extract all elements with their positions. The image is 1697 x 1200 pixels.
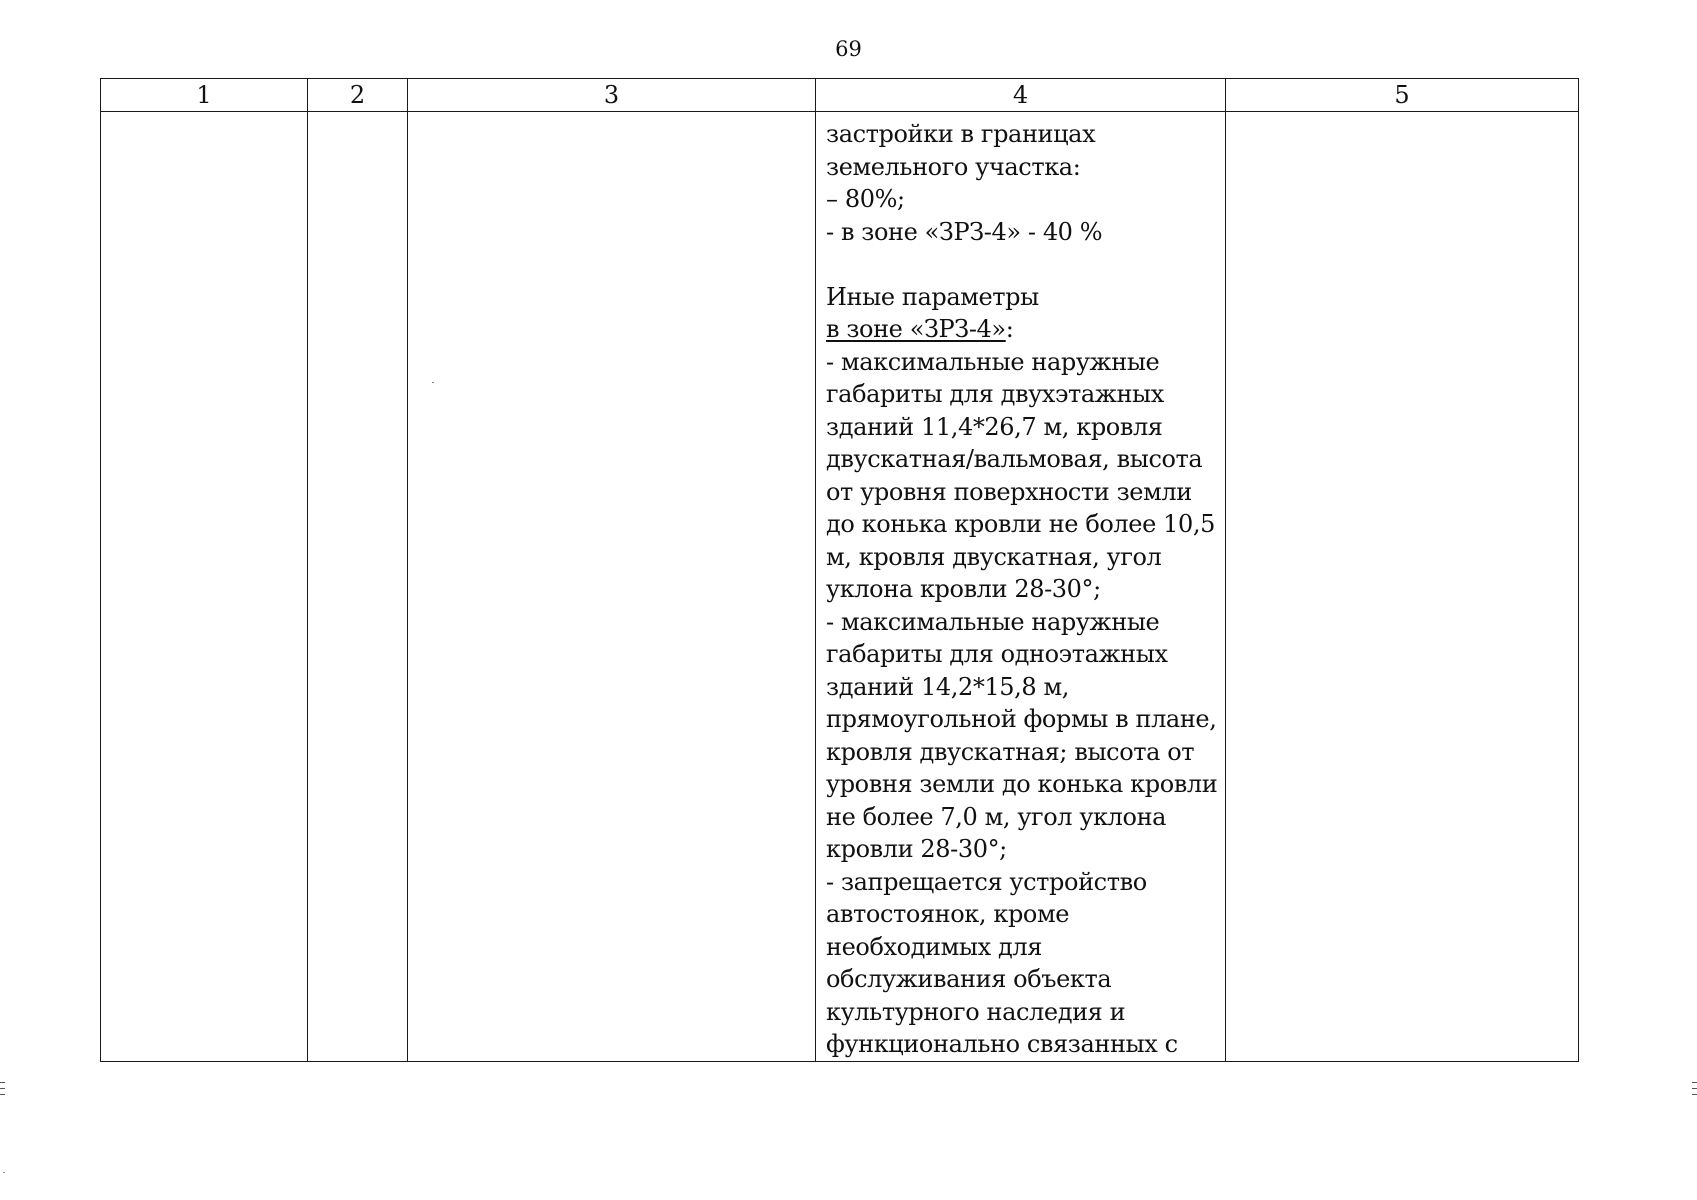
scan-mark-right — [1692, 1094, 1697, 1095]
column-header-3: 3 — [408, 79, 816, 112]
text-line: – 80%; — [826, 185, 905, 213]
parameters-table — [100, 78, 1579, 1062]
underlined-zone-line — [826, 313, 1215, 346]
table-row — [101, 112, 1579, 1062]
text-line: зданий 14,2*15,8 м, — [826, 672, 1069, 701]
text-line: культурного наследия и — [826, 997, 1126, 1026]
text-line: необходимых для — [826, 932, 1042, 961]
text-line: - максимальные наружные — [826, 607, 1160, 636]
text-line: застройки в границах — [826, 120, 1096, 148]
scan-speck — [432, 382, 434, 383]
blank-line — [826, 248, 1215, 281]
text-line: кровли 28-30°; — [826, 835, 1007, 863]
cell-col3 — [408, 112, 816, 1062]
cell-col1 — [101, 112, 308, 1062]
cell-col5 — [1226, 112, 1579, 1062]
text-line: - запрещается устройство — [826, 867, 1147, 896]
text-line: не более 7,0 м, угол уклона — [826, 802, 1167, 831]
text-line: габариты для одноэтажных — [826, 640, 1168, 668]
column-header-2: 2 — [308, 79, 408, 112]
text-line: земельного участка: — [826, 152, 1081, 181]
text-line: функционально связанных с — [826, 1030, 1178, 1058]
scan-speck — [3, 1172, 5, 1173]
scan-mark-right — [1692, 1088, 1697, 1089]
text-line: - в зоне «ЗРЗ-4» - 40 % — [826, 217, 1103, 246]
text-line: прямоугольной формы в плане, — [826, 705, 1217, 733]
text-line: обслуживания объекта — [826, 965, 1112, 993]
text-line: м, кровля двускатная, угол — [826, 542, 1162, 571]
scan-mark-left — [0, 1082, 5, 1083]
zone-label-colon: : — [1005, 315, 1014, 343]
scan-mark-left — [0, 1094, 5, 1095]
column-header-1: 1 — [101, 79, 308, 112]
text-line: зданий 11,4*26,7 м, кровля — [826, 412, 1163, 441]
text-line: от уровня поверхности земли — [826, 477, 1192, 506]
cell-col2 — [308, 112, 408, 1062]
cell-col4 — [816, 112, 1226, 1062]
text-line: габариты для двухэтажных — [826, 380, 1164, 408]
underlined-zone-label: в зоне «ЗРЗ-4» — [826, 315, 1006, 343]
text-line: автостоянок, кроме — [826, 900, 1070, 928]
column-header-5: 5 — [1226, 79, 1579, 112]
scan-mark-right — [1692, 1082, 1697, 1083]
text-line: до конька кровли не более 10,5 — [826, 510, 1215, 538]
text-line: уклона кровли 28-30°; — [826, 575, 1101, 603]
table-header-row — [101, 79, 1579, 112]
page-number: 69 — [835, 37, 862, 61]
text-line: Иные параметры — [826, 282, 1039, 311]
column-header-4: 4 — [816, 79, 1226, 112]
scan-mark-left — [0, 1088, 5, 1089]
text-line: двускатная/вальмовая, высота — [826, 445, 1203, 473]
text-line: - максимальные наружные — [826, 347, 1160, 376]
text-line: уровня земли до конька кровли — [826, 770, 1218, 798]
text-line: кровля двускатная; высота от — [826, 737, 1195, 766]
